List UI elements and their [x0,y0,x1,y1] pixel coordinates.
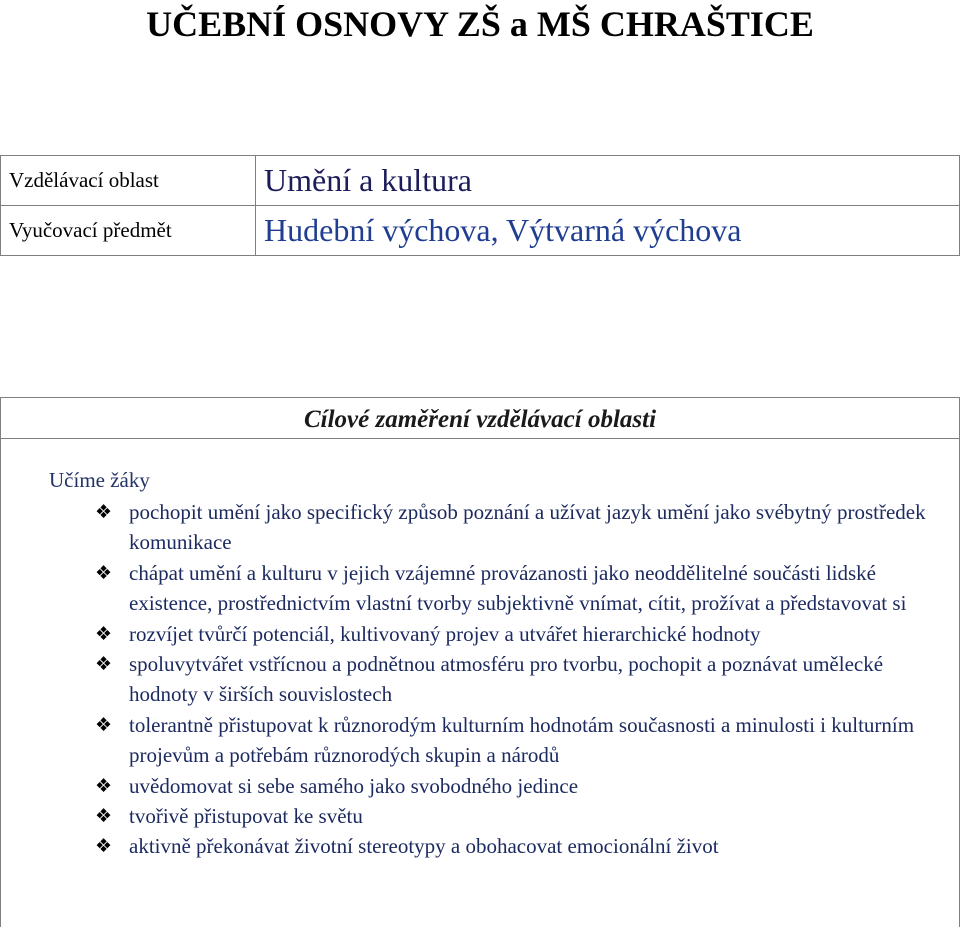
four-diamond-bullet-icon: ❖ [95,835,113,858]
four-diamond-bullet-icon: ❖ [95,622,113,645]
goal-item [95,801,941,831]
document-title: UČEBNÍ OSNOVY ZŠ a MŠ CHRAŠTICE [146,4,814,44]
goal-text: pochopit umění jako specifický způsob poznání a užívat jazyk umění jako svébytný prostředek komunikace [129,500,926,555]
goals-section [0,397,960,927]
four-diamond-bullet-icon: ❖ [95,501,113,523]
subject-value: Hudební výchova, Výtvarná výchova [256,206,960,256]
goal-item [95,619,941,649]
four-diamond-bullet-icon: ❖ [95,774,113,797]
goal-text: spoluvytvářet vstřícnou a podnětnou atmosféru pro tvorbu, pochopit a poznávat umělecké hodnoty v širších souvislostech [129,652,884,707]
goal-text: uvědomovat si sebe samého jako svobodného jedince [129,773,579,798]
goal-item [95,649,941,710]
goal-text: tvořivě přistupovat ke světu [129,804,363,829]
education-area-label: Vzdělávací oblast [1,156,256,206]
goal-item [95,558,941,619]
goals-heading: Cílové zaměření vzdělávací oblasti [1,398,959,439]
goal-text: rozvíjet tvůrčí potenciál, kultivovaný projev a utvářet hierarchické hodnoty [129,621,761,646]
goal-item [95,710,941,771]
four-diamond-bullet-icon: ❖ [95,805,113,828]
four-diamond-bullet-icon: ❖ [95,561,113,584]
goal-text: tolerantně přistupovat k různorodým kulturním hodnotám současnosti a minulosti i kulturním projevům a potřebám různorodých skupin a národů [129,712,915,768]
education-area-row [1,156,960,206]
goal-item [95,771,941,801]
goal-text: chápat umění a kulturu v jejich vzájemné provázanosti jako neoddělitelné součásti lidské existence, prostřednictvím vlastní tvorby subjektivně vnímat, cítit, prožívat a představovat si [129,560,907,616]
goals-intro: Učíme žáky [49,468,150,492]
subject-row [1,206,960,256]
education-area-value: Umění a kultura [256,156,960,206]
goal-text: aktivně překonávat životní stereotypy a obohacovat emocionální život [129,834,719,859]
goals-list [1,497,959,862]
goal-item [95,497,941,558]
four-diamond-bullet-icon: ❖ [95,713,113,736]
goal-item [95,831,941,861]
subject-label: Vyučovací předmět [1,206,256,256]
four-diamond-bullet-icon: ❖ [95,653,113,676]
subject-info-table [0,155,960,256]
